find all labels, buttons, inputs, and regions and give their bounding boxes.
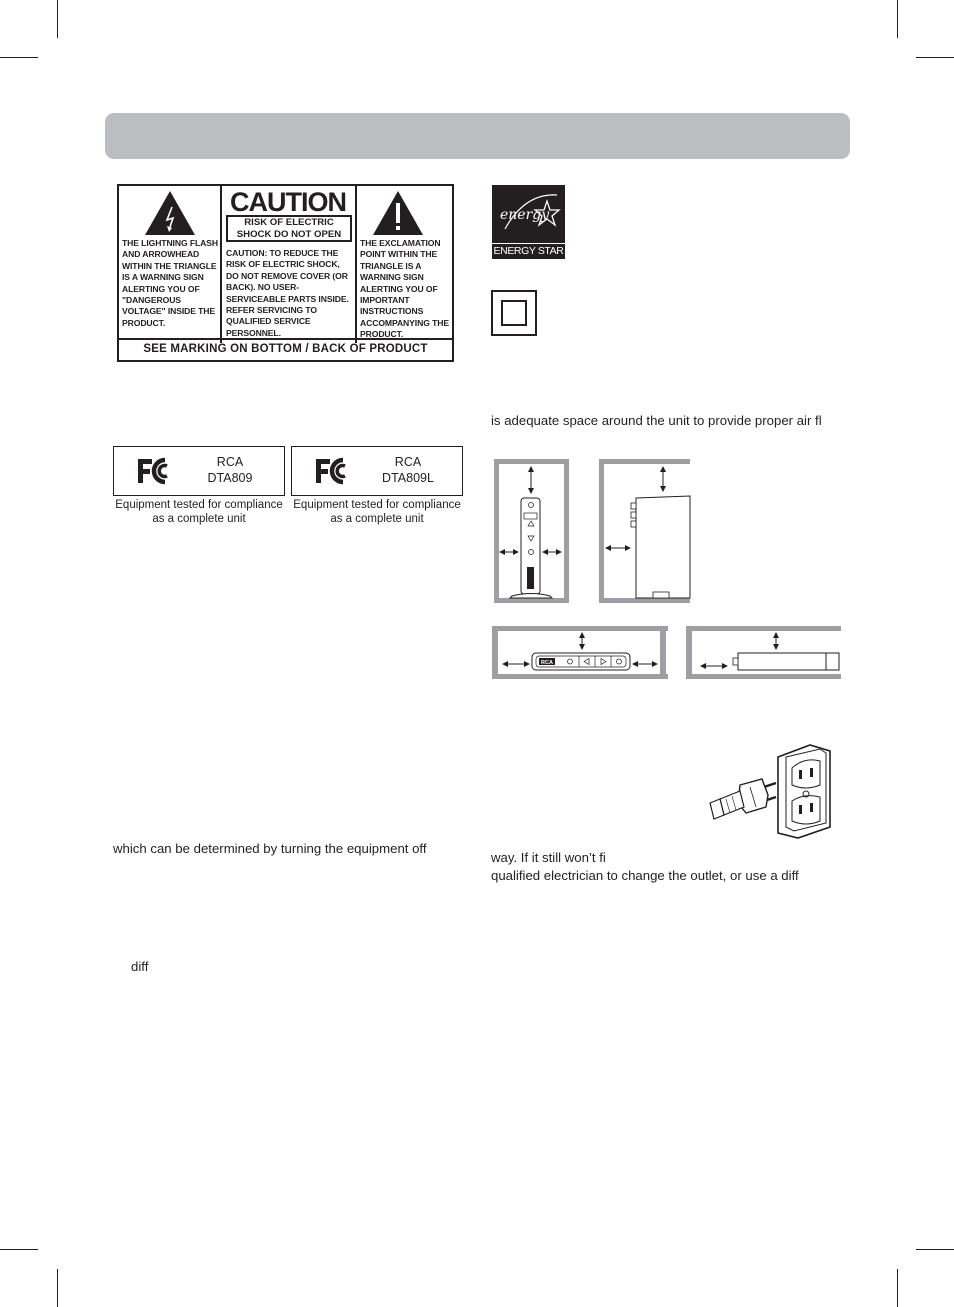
fcc-model: DTA809 [207, 471, 253, 485]
fcc-brand: RCA [216, 455, 244, 469]
vertical-side-view [599, 459, 690, 603]
wall-outlet [778, 745, 830, 838]
body-text-diff: diff [131, 959, 149, 974]
caution-title: CAUTION [230, 187, 346, 217]
energy-script: energy [500, 207, 550, 223]
fcc-logo-icon [314, 457, 356, 485]
plug-outlet-illustration [706, 743, 834, 840]
crop-mark [57, 0, 58, 38]
fcc-caption: Equipment tested for compliance as a complete unit [293, 499, 461, 525]
body-text-plug-line1: way. If it still won’t fi [491, 850, 606, 865]
energy-star-logo [492, 185, 565, 259]
crop-mark [0, 57, 38, 58]
vertical-front-view [494, 459, 569, 603]
double-insulation-icon [491, 290, 537, 336]
exclamation-triangle-icon [371, 189, 425, 237]
fcc-label-dta809 [113, 446, 285, 496]
polarized-plug [710, 779, 776, 819]
horizontal-side-view [686, 626, 841, 679]
crop-mark [916, 57, 954, 58]
crop-mark [57, 1269, 58, 1307]
rca-device-logo: RCA [541, 660, 553, 666]
energy-star-icon [495, 189, 563, 239]
horizontal-front-view [492, 626, 668, 679]
fcc-label-dta809l [291, 446, 463, 496]
crop-mark [897, 0, 898, 38]
fcc-brand: RCA [394, 455, 422, 469]
marking-notice: SEE MARKING ON BOTTOM / BACK OF PRODUCT [119, 338, 452, 360]
caution-instruction-text: CAUTION: TO REDUCE THE RISK OF ELECTRIC SHOCK, DO NOT REMOVE COVER (OR BACK). NO USER-SERVICEABLE PARTS INSIDE. REFER SERVICING TO QUALIFIED SERVICE PERSONNEL. [226, 248, 349, 338]
crop-mark [916, 1249, 954, 1250]
caution-label [117, 184, 454, 362]
exclamation-warning-text: THE EXCLAMATION POINT WITHIN THE TRIANGLE IS A WARNING SIGN ALERTING YOU OF IMPORTANT INSTRUCTIONS ACCOMPANYING THE PRODUCT. [360, 238, 449, 340]
lightning-triangle-icon [143, 189, 197, 237]
body-text-equipment-off: which can be determined by turning the equipment off [113, 841, 427, 856]
lightning-warning-text: THE LIGHTNING FLASH AND ARROWHEAD WITHIN THE TRIANGLE IS A WARNING SIGN ALERTING YOU OF "DANGEROUS VOLTAGE" INSIDE THE PRODUCT. [122, 238, 218, 328]
body-text-air-flow: is adequate space around the unit to provide proper air fl [491, 413, 822, 428]
energy-star-label: ENERGY STAR [493, 245, 564, 257]
fcc-caption: Equipment tested for compliance as a complete unit [115, 499, 283, 525]
crop-mark [0, 1249, 38, 1250]
shock-warning: RISK OF ELECTRIC SHOCK DO NOT OPEN [226, 215, 352, 242]
fcc-model: DTA809L [382, 471, 434, 485]
ventilation-clearance-diagram [490, 457, 845, 687]
body-text-plug-line2: qualified electrician to change the outlet, or use a diff [491, 868, 799, 883]
crop-mark [897, 1269, 898, 1307]
section-header-bar [105, 113, 850, 159]
fcc-logo-icon [136, 457, 178, 485]
